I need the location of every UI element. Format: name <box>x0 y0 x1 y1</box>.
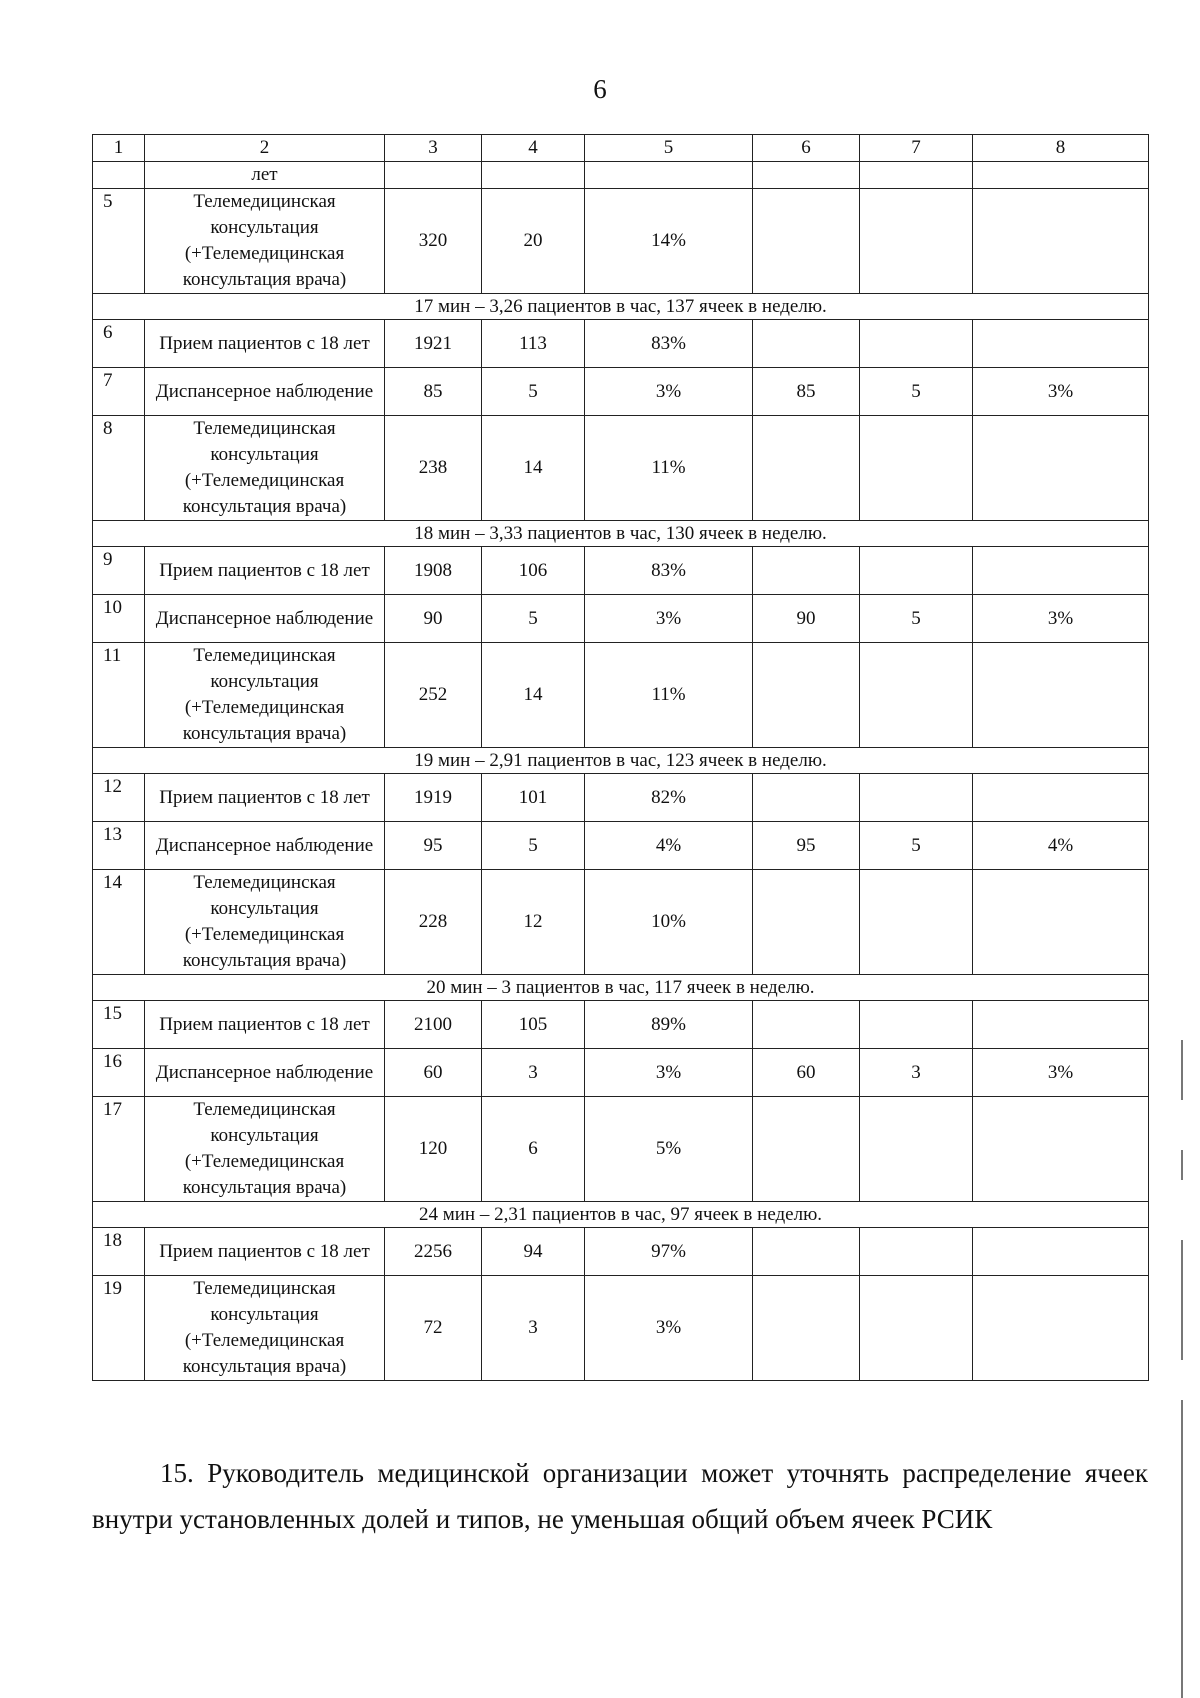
table-cell <box>973 1276 1149 1381</box>
table-cell: 60 <box>385 1049 482 1097</box>
table-cell: 320 <box>385 189 482 294</box>
table-cell: 11% <box>585 643 753 748</box>
table-row <box>93 1276 1149 1381</box>
table-cell: 3% <box>973 595 1149 643</box>
row-name: Прием пациентов с 18 лет <box>145 1228 385 1276</box>
table-cell <box>753 774 860 822</box>
table-cell: 120 <box>385 1097 482 1202</box>
table-cell: 4% <box>585 822 753 870</box>
table-cell <box>753 320 860 368</box>
table-cell <box>753 162 860 189</box>
table-cell <box>973 416 1149 521</box>
table-cell: 82% <box>585 774 753 822</box>
table-cell: 105 <box>482 1001 585 1049</box>
table-cell <box>973 320 1149 368</box>
table-row <box>93 870 1149 975</box>
column-header: 1 <box>93 135 145 162</box>
table-cell: 101 <box>482 774 585 822</box>
table-body <box>93 135 1149 1381</box>
table-row <box>93 189 1149 294</box>
table-cell: 14% <box>585 189 753 294</box>
row-number: 11 <box>93 643 145 748</box>
table-cell: 228 <box>385 870 482 975</box>
group-heading: 17 мин – 3,26 пациентов в час, 137 ячеек в неделю. <box>93 294 1149 320</box>
row-name: Телемедицинская консультация (+Телемедицинская консультация врача) <box>145 643 385 748</box>
column-header: 3 <box>385 135 482 162</box>
table-cell: 60 <box>753 1049 860 1097</box>
table-cell: 3% <box>585 595 753 643</box>
table-cell: 11% <box>585 416 753 521</box>
table-row <box>93 320 1149 368</box>
column-header: 5 <box>585 135 753 162</box>
row-name: Прием пациентов с 18 лет <box>145 320 385 368</box>
table-cell: 94 <box>482 1228 585 1276</box>
group-heading: 18 мин – 3,33 пациентов в час, 130 ячеек в неделю. <box>93 521 1149 547</box>
table-cell: 14 <box>482 643 585 748</box>
table-cell: 1919 <box>385 774 482 822</box>
table-row <box>93 643 1149 748</box>
scan-edge-mark <box>1181 1400 1183 1698</box>
table-row <box>93 1049 1149 1097</box>
row-number: 5 <box>93 189 145 294</box>
row-name: Диспансерное наблюдение <box>145 1049 385 1097</box>
table-cell: 97% <box>585 1228 753 1276</box>
table-cell <box>753 416 860 521</box>
row-number: 12 <box>93 774 145 822</box>
table-cell <box>973 643 1149 748</box>
column-header: 2 <box>145 135 385 162</box>
scan-edge-mark <box>1181 1240 1183 1360</box>
group-heading-row <box>93 975 1149 1001</box>
table-cell <box>860 1097 973 1202</box>
table-cell: 85 <box>385 368 482 416</box>
group-heading-row <box>93 521 1149 547</box>
table-cell <box>973 870 1149 975</box>
page-number: 6 <box>593 74 607 104</box>
table-cell: 95 <box>385 822 482 870</box>
table-cell: 3% <box>973 1049 1149 1097</box>
table-cell: 5% <box>585 1097 753 1202</box>
table-cell: 89% <box>585 1001 753 1049</box>
table-cell <box>860 547 973 595</box>
row-name: лет <box>145 162 385 189</box>
row-number: 17 <box>93 1097 145 1202</box>
table-cell: 238 <box>385 416 482 521</box>
row-number: 8 <box>93 416 145 521</box>
row-number: 10 <box>93 595 145 643</box>
table-cell: 5 <box>482 368 585 416</box>
scan-edge-mark <box>1181 1040 1183 1100</box>
header-row <box>93 135 1149 162</box>
scan-edge-mark <box>1181 1150 1183 1180</box>
table-cell: 252 <box>385 643 482 748</box>
table-cell: 5 <box>860 368 973 416</box>
table-cell <box>973 1228 1149 1276</box>
table-cell <box>973 547 1149 595</box>
group-heading: 24 мин – 2,31 пациентов в час, 97 ячеек в неделю. <box>93 1202 1149 1228</box>
table-cell: 3% <box>973 368 1149 416</box>
table-cell <box>860 416 973 521</box>
row-number <box>93 162 145 189</box>
group-heading-row <box>93 294 1149 320</box>
table-cell: 12 <box>482 870 585 975</box>
paragraph-15: 15. Руководитель медицинской организации может уточнять распределение ячеек внутри установленных долей и типов, не уменьшая общий объем ячеек РСИК <box>92 1458 1148 1534</box>
table-cell: 1921 <box>385 320 482 368</box>
table-cell <box>753 189 860 294</box>
table-cell: 106 <box>482 547 585 595</box>
table-row <box>93 1228 1149 1276</box>
row-name: Прием пациентов с 18 лет <box>145 1001 385 1049</box>
table-cell: 90 <box>753 595 860 643</box>
row-name: Телемедицинская консультация (+Телемедицинская консультация врача) <box>145 1097 385 1202</box>
row-name: Телемедицинская консультация (+Телемедицинская консультация врача) <box>145 189 385 294</box>
table-cell: 3% <box>585 1276 753 1381</box>
table-row <box>93 416 1149 521</box>
row-number: 19 <box>93 1276 145 1381</box>
table-cell <box>973 189 1149 294</box>
table-row <box>93 595 1149 643</box>
table-cell <box>753 1228 860 1276</box>
table-cell: 2256 <box>385 1228 482 1276</box>
table-row <box>93 1001 1149 1049</box>
table-row <box>93 547 1149 595</box>
table-cell: 83% <box>585 547 753 595</box>
table-cell <box>973 162 1149 189</box>
table-cell <box>753 547 860 595</box>
table-cell <box>385 162 482 189</box>
table-cell <box>753 1001 860 1049</box>
row-number: 18 <box>93 1228 145 1276</box>
table-cell: 3 <box>482 1049 585 1097</box>
table-cell: 5 <box>482 822 585 870</box>
row-number: 7 <box>93 368 145 416</box>
row-name: Диспансерное наблюдение <box>145 595 385 643</box>
table-cell <box>860 1228 973 1276</box>
table-cell: 1908 <box>385 547 482 595</box>
group-heading: 20 мин – 3 пациентов в час, 117 ячеек в неделю. <box>93 975 1149 1001</box>
table-cell <box>860 774 973 822</box>
row-name: Телемедицинская консультация (+Телемедицинская консультация врача) <box>145 1276 385 1381</box>
row-name: Диспансерное наблюдение <box>145 368 385 416</box>
table-cell <box>753 870 860 975</box>
table-cell: 20 <box>482 189 585 294</box>
table-cell <box>860 320 973 368</box>
table-cell <box>860 189 973 294</box>
row-name: Прием пациентов с 18 лет <box>145 547 385 595</box>
column-header: 8 <box>973 135 1149 162</box>
column-header: 4 <box>482 135 585 162</box>
table-cell: 3 <box>860 1049 973 1097</box>
table-cell: 95 <box>753 822 860 870</box>
table-cell: 3% <box>585 368 753 416</box>
table-row <box>93 1097 1149 1202</box>
table-cell: 90 <box>385 595 482 643</box>
table-cell <box>860 643 973 748</box>
table-cell <box>753 1097 860 1202</box>
table-cell <box>860 162 973 189</box>
table-cell <box>860 1001 973 1049</box>
table-cell: 85 <box>753 368 860 416</box>
table-row <box>93 162 1149 189</box>
row-name: Телемедицинская консультация (+Телемедицинская консультация врача) <box>145 870 385 975</box>
table-row <box>93 368 1149 416</box>
table-cell: 3 <box>482 1276 585 1381</box>
table-cell: 5 <box>860 595 973 643</box>
group-heading-row <box>93 1202 1149 1228</box>
group-heading-row <box>93 748 1149 774</box>
table-cell: 2100 <box>385 1001 482 1049</box>
row-number: 16 <box>93 1049 145 1097</box>
table-cell <box>585 162 753 189</box>
row-number: 6 <box>93 320 145 368</box>
row-name: Телемедицинская консультация (+Телемедицинская консультация врача) <box>145 416 385 521</box>
schedule-table <box>92 134 1149 1381</box>
table-cell: 72 <box>385 1276 482 1381</box>
table-cell <box>753 643 860 748</box>
table-cell <box>753 1276 860 1381</box>
table-cell <box>973 774 1149 822</box>
table-cell: 4% <box>973 822 1149 870</box>
column-header: 6 <box>753 135 860 162</box>
table-cell <box>973 1001 1149 1049</box>
table-cell: 5 <box>482 595 585 643</box>
table-cell <box>860 870 973 975</box>
group-heading: 19 мин – 2,91 пациентов в час, 123 ячеек в неделю. <box>93 748 1149 774</box>
table-cell: 113 <box>482 320 585 368</box>
table-cell <box>482 162 585 189</box>
table-cell: 83% <box>585 320 753 368</box>
table-cell: 5 <box>860 822 973 870</box>
row-name: Диспансерное наблюдение <box>145 822 385 870</box>
row-number: 14 <box>93 870 145 975</box>
table-row <box>93 822 1149 870</box>
row-number: 13 <box>93 822 145 870</box>
row-name: Прием пациентов с 18 лет <box>145 774 385 822</box>
table-cell <box>860 1276 973 1381</box>
table-cell: 10% <box>585 870 753 975</box>
row-number: 9 <box>93 547 145 595</box>
row-number: 15 <box>93 1001 145 1049</box>
table-cell: 14 <box>482 416 585 521</box>
table-cell: 6 <box>482 1097 585 1202</box>
table-row <box>93 774 1149 822</box>
table-cell: 3% <box>585 1049 753 1097</box>
column-header: 7 <box>860 135 973 162</box>
table-cell <box>973 1097 1149 1202</box>
